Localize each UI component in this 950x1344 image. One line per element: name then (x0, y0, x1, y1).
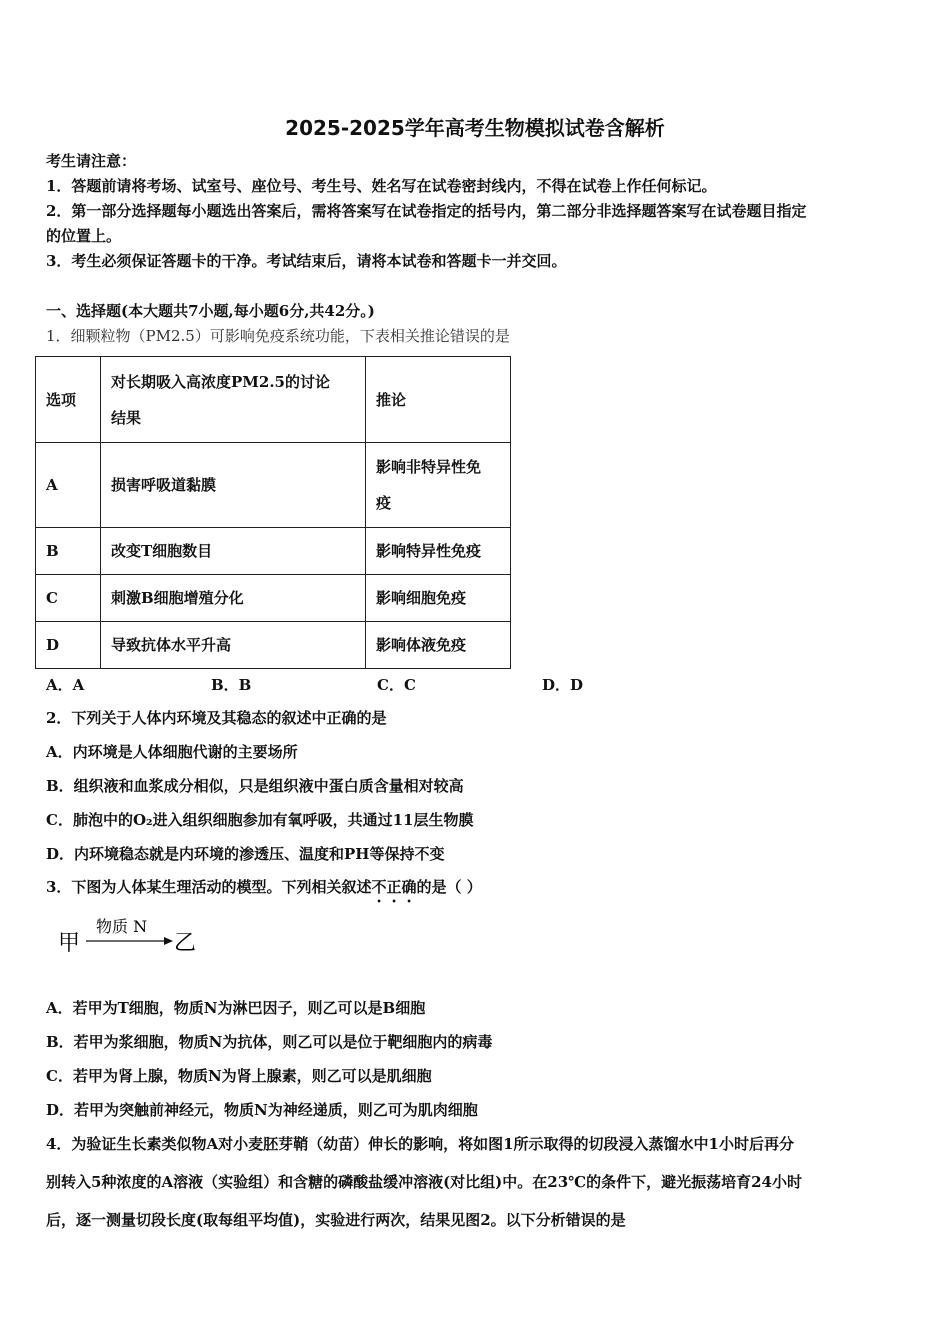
table-row: A 损害呼吸道黏膜 影响非特异性免 疫 (36, 443, 511, 528)
q4-line-1: 4．为验证生长素类似物A对小麦胚芽鞘（幼苗）伸长的影响，将如图1所示取得的切段浸入蒸馏水中1小时后再分 (46, 1135, 794, 1153)
q3-option-d[interactable]: D．若甲为突触前神经元，物质N为神经递质，则乙可为肌肉细胞 (46, 1101, 478, 1119)
q3-stem: 3．下图为人体某生理活动的模型。下列相关叙述不正确的是（ ） (46, 878, 482, 896)
notice-item-2-cont: 的位置上。 (46, 227, 122, 245)
pm25-table (35, 356, 511, 669)
q3-option-b[interactable]: B．若甲为浆细胞，物质N为抗体，则乙可以是位于靶细胞内的病毒 (46, 1033, 493, 1051)
model-diagram (56, 912, 216, 962)
q1-option-b[interactable]: B．B (211, 676, 252, 694)
diagram-arrow-label: 物质 N (96, 917, 148, 936)
notice-item-1: 1．答题前请将考场、试室号、座位号、考生号、姓名写在试卷密封线内，不得在试卷上作任何标记。 (46, 177, 717, 195)
diagram-left-label: 甲 (58, 931, 81, 956)
header-result: 对长期吸入高浓度PM2.5的讨论 结果 (101, 357, 366, 443)
q2-option-a[interactable]: A．内环境是人体细胞代谢的主要场所 (46, 743, 298, 761)
table-row: C 刺激B细胞增殖分化 影响细胞免疫 (36, 575, 511, 622)
table-header-row (36, 357, 511, 443)
emphasis-not-correct: 不正确 (371, 878, 417, 896)
q4-line-3: 后，逐一测量切段长度(取每组平均值)，实验进行两次，结果见图2。以下分析错误的是 (46, 1211, 626, 1229)
q2-option-c[interactable]: C．肺泡中的O₂进入组织细胞参加有氧呼吸，共通过11层生物膜 (46, 811, 474, 829)
q2-stem: 2．下列关于人体内环境及其稳态的叙述中正确的是 (46, 709, 387, 727)
q1-option-d[interactable]: D．D (542, 676, 584, 694)
table-row: D 导致抗体水平升高 影响体液免疫 (36, 622, 511, 669)
table-row: B 改变T细胞数目 影响特异性免疫 (36, 528, 511, 575)
q3-option-a[interactable]: A．若甲为T细胞，物质N为淋巴因子，则乙可以是B细胞 (46, 999, 426, 1017)
notice-heading: 考生请注意： (46, 152, 137, 170)
header-inference: 推论 (366, 357, 511, 443)
notice-item-3: 3．考生必须保证答题卡的干净。考试结束后，请将本试卷和答题卡一并交回。 (46, 252, 567, 270)
q1-option-a[interactable]: A．A (46, 676, 85, 694)
arrow-head-icon (164, 937, 173, 945)
section-heading: 一、选择题(本大题共7小题,每小题6分,共42分。) (46, 302, 375, 320)
page-title: 2025-2025学年高考生物模拟试卷含解析 (285, 116, 665, 140)
q2-option-b[interactable]: B．组织液和血浆成分相似，只是组织液中蛋白质含量相对较高 (46, 777, 464, 795)
q4-line-2: 别转入5种浓度的A溶液（实验组）和含糖的磷酸盐缓冲溶液(对比组)中。在23℃的条件下，避光振荡培育24小时 (46, 1173, 802, 1191)
q2-option-d[interactable]: D．内环境稳态就是内环境的渗透压、温度和PH等保持不变 (46, 845, 445, 863)
q1-stem: 1．细颗粒物（PM2.5）可影响免疫系统功能，下表相关推论错误的是 (46, 327, 510, 345)
notice-item-2: 2．第一部分选择题每小题选出答案后，需将答案写在试卷指定的括号内，第二部分非选择题答案写在试卷题目指定 (46, 202, 807, 220)
header-option: 选项 (36, 357, 101, 443)
diagram-right-label: 乙 (174, 931, 197, 956)
q3-option-c[interactable]: C．若甲为肾上腺，物质N为肾上腺素，则乙可以是肌细胞 (46, 1067, 432, 1085)
q1-option-c[interactable]: C．C (377, 676, 416, 694)
